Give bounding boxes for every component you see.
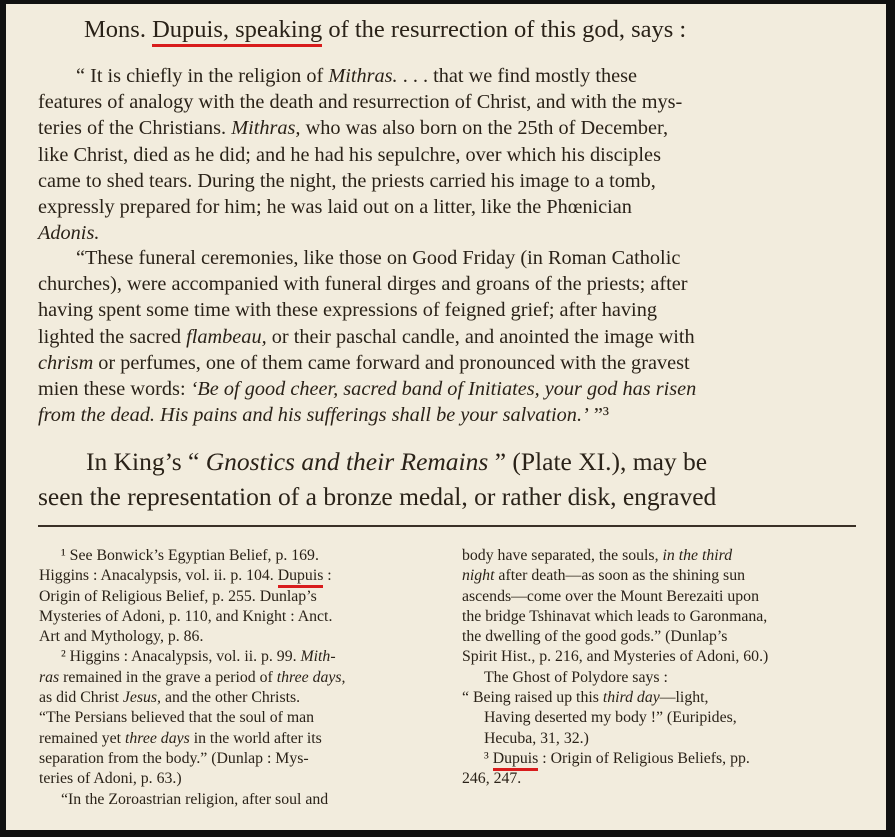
footnote-line [462,647,862,667]
footnote-line [39,668,439,688]
footnote-line [462,607,862,627]
footnote-text: and the other Christs. [161,689,301,707]
footnote-line [39,729,439,749]
quote-text: teries of the Christians. [38,117,232,140]
footnote-text: Hecuba, 31, 32.) [484,729,589,747]
quote-text: ”³ [588,404,609,427]
quote-text: lighted the sacred [38,325,187,348]
quote-line [38,352,864,375]
footnote-line [462,566,862,586]
footnote-line [462,668,862,688]
italic-phrase: from the dead. His pains and his sufferings shall be your salvation.’ [38,404,589,427]
quote-line [38,144,864,167]
italic-phrase: third day [602,689,660,707]
italic-phrase: ras [39,668,60,686]
footnote-text: as did Christ [39,689,123,707]
quote-text: who was also born on the 25th of December, [300,117,669,140]
footnote-text: Art and Mythology, p. 86. [39,628,204,646]
footnote-rule [38,525,856,527]
footnote-line [39,566,439,586]
quote-text: or their paschal candle, and anointed the image with [266,325,695,348]
italic-phrase: ‘Be of good cheer, sacred band of Initiates, your god has risen [190,378,697,400]
italic-phrase: three days [124,729,190,747]
footnote-text: —light, [659,689,709,707]
footnote-line [39,587,439,607]
quote-line [38,378,864,401]
footnote-text: the bridge Tshinavat which leads to Garonmana, [462,607,768,625]
footnote-text: Having deserted my body !” (Euripides, [484,709,737,727]
footnote-text: teries of Adoni, p. 63.) [39,770,182,788]
italic-phrase: Adonis. [38,222,100,245]
footnote-line [462,708,862,728]
quote-line [76,65,886,88]
footnote-text: Mysteries of Adoni, p. 110, and Knight : Anct. [39,607,333,625]
quote-line [38,404,864,427]
heading-prefix: Mons. [84,16,153,43]
footnote-text: body have separated, the souls, [462,547,663,564]
quote-text: “These funeral ceremonies, like those on Good Friday (in Roman Catholic [76,247,681,269]
footnote-text: : Origin of Religious Beliefs, pp. [538,749,750,767]
heading-line [84,16,886,47]
heading-underlined: Dupuis, speaking [152,18,322,47]
footnote-line [39,769,439,789]
quote-text: like Christ, died as he did; and he had his sepulchre, over which his disciples [38,143,661,166]
footnote-text: after death—as soon as the shining sun [494,567,745,585]
quote-line [38,299,864,322]
footnote-text: ascends—come over the Mount Berezaiti upon [462,587,759,605]
footnote-text: 246, 247. [462,770,522,788]
footnote-line [39,749,439,769]
paragraph-line-2: seen the representation of a bronze medal, or rather disk, engraved [38,482,717,511]
paragraph-suffix: ” (Plate XI.), may be [488,447,708,476]
italic-phrase: Mithras, [231,117,301,140]
footnote-text: Spirit Hist., p. 216, and Mysteries of Adoni, 60.) [462,648,769,666]
heading-suffix: of the resurrection of this god, says : [322,16,687,43]
quote-text: expressly prepared for him; he was laid out on a litter, like the Phœnician [38,196,632,218]
footnote-line [39,607,439,627]
quote-text: came to shed tears. During the night, the priests carried his image to a tomb, [38,169,656,192]
quote-text: “ It is chiefly in the religion of [76,65,329,87]
footnotes-left-column [39,546,439,810]
quote-text: mien these words: [38,378,191,400]
quote-text: having spent some time with these expressions of feigned grief; after having [38,299,657,322]
footnote-line [462,587,862,607]
quote-text: or perfumes, one of them came forward and pronounced with the gravest [93,351,690,374]
footnote-text: : [323,567,332,585]
italic-phrase: night [462,567,495,585]
footnote-text: The Ghost of Polydore says : [484,668,668,686]
footnote-text: “In the Zoroastrian religion, after soul and [61,790,329,808]
footnote-line [462,627,862,647]
italic-phrase: flambeau, [186,325,267,348]
footnote-text: the dwelling of the good gods.” (Dunlap’s [462,628,728,646]
paragraph-line-1 [86,447,886,477]
footnote-text: Higgins : Anacalypsis, vol. ii. p. 104. [39,567,278,585]
quote-line [38,326,864,349]
footnote-line [462,769,862,789]
footnote-line [462,749,862,769]
footnote-text: remained yet [39,729,125,747]
italic-phrase: Jesus, [122,689,161,707]
paragraph-prefix: In King’s “ [86,447,206,476]
footnote-text: Origin of Religious Belief, p. 255. Dunlap’s [39,587,317,605]
footnote-text: remained in the grave a period of [59,668,277,686]
footnote-text: in the world after its [189,729,322,747]
quote-line [38,91,864,114]
quote-line [76,247,886,270]
quote-line [38,170,864,193]
footnote-line [39,546,439,566]
italic-phrase: Mith- [300,648,336,666]
footnote-line [39,790,439,810]
footnote-line [462,729,862,749]
underlined-name: Dupuis [493,751,539,771]
footnote-text: “The Persians believed that the soul of man [39,709,315,727]
italic-phrase: chrism [38,351,94,374]
footnote-text: ¹ See Bonwick’s Egyptian Belief, p. 169. [61,547,319,564]
footnote-text: separation from the body.” (Dunlap : Mys- [39,749,309,767]
quote-text: churches), were accompanied with funeral dirges and groans of the priests; after [38,273,688,296]
footnote-line [39,627,439,647]
quote-text: features of analogy with the death and resurrection of Christ, and with the mys- [38,91,683,114]
footnote-line [39,688,439,708]
quote-line [38,273,864,296]
quote-line [38,196,864,219]
italic-phrase: three days, [276,668,346,686]
quote-line [38,117,864,140]
book-page [6,4,886,830]
quote-text: . . . that we find mostly these [397,65,638,87]
book-title: Gnostics and their Remains [205,447,489,476]
footnote-line [39,647,439,667]
italic-phrase: in the third [662,547,733,564]
footnote-line [462,688,862,708]
footnote-text: “ Being raised up this [462,689,603,707]
underlined-name: Dupuis [278,568,324,588]
footnote-text: ² Higgins : Anacalypsis, vol. ii. p. 99. [61,648,301,666]
footnote-text: ³ [484,749,493,767]
footnotes-right-column [462,546,862,790]
footnote-line [39,708,439,728]
quote-line [38,222,864,245]
italic-phrase: Mithras. [328,65,398,87]
footnote-line [462,546,862,566]
